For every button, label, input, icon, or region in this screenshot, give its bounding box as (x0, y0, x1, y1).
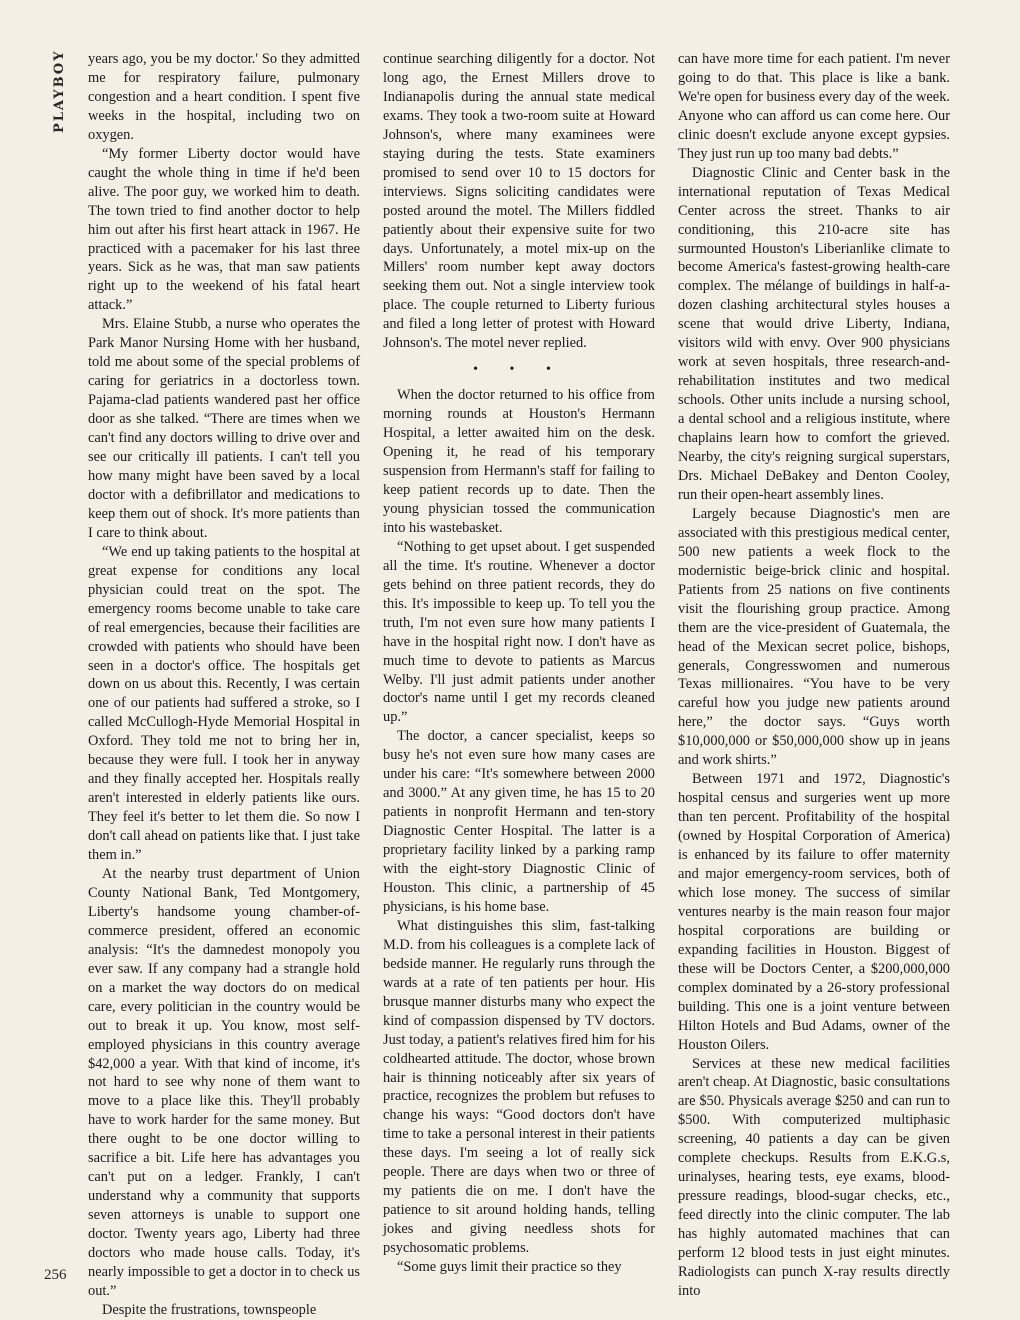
paragraph: “My former Liberty doctor would have caught the whole thing in time if he'd been alive. The poor guy, we worked him to death. The town tried to find another doctor to help him out after his first heart attack in 1967. He practiced with a pacemaker for his last three years. Sick as he was, that man saw patients right up to the weekend of his fatal heart attack.” (88, 145, 360, 314)
text-column-3 (678, 50, 950, 1301)
paragraph: “Nothing to get upset about. I get suspended all the time. It's routine. Whenever a doctor gets behind on three patient records, they do this. It's impossible to keep up. To tell you the truth, I'm not even sure how many patients I have in the hospital right now. I don't have as much time to devote to patients as Marcus Welby. I'll just admit patients under another doctor's name until I get my records cleaned up.” (383, 538, 655, 726)
text-column-1 (88, 50, 360, 1320)
paragraph: Diagnostic Clinic and Center bask in the international reputation of Texas Medical Center across the street. Thanks to air conditioning, this 210-acre site has surmounted Houston's Liberianlike climate to become America's fastest-growing health-care complex. The mélange of buildings in half-a-dozen clashing architectural styles houses a scene that would drive Liberty, Indiana, visitors wild with envy. Over 900 physicians work at seven hospitals, three research-and-rehabilitation institutes and two medical schools. Other units include a nursing school, a dental school and a religious institute, where chaplains learn how to comfort the grieved. Nearby, the city's reigning surgical superstars, Drs. Michael DeBakey and Denton Cooley, run their open-heart assembly lines. (678, 164, 950, 503)
paragraph: Largely because Diagnostic's men are associated with this prestigious medical center, 500 new patients a week flock to the modernistic beige-brick clinic and hospital. Patients from 25 nations on five continents visit the flourishing group practice. Among them are the vice-president of Guatemala, the head of the Mexican secret police, bishops, generals, Congresswomen and numerous Texas millionaires. “You have to be very careful how you judge new patients around here,” the doctor says. “Guys worth $10,000,000 or $50,000,000 show up in jeans and work shirts.” (678, 505, 950, 769)
paragraph: Between 1971 and 1972, Diagnostic's hospital census and surgeries went up more than ten percent. Profitability of the hospital (owned by Hospital Corporation of America) is enhanced by its failure to offer maternity and major emergency-room services, both of which lose money. The success of similar ventures nearby is the main reason four major hospital corporations are building or expanding facilities in Houston. Biggest of these will be Doctors Center, a $200,000,000 complex dominated by a 26-story professional building. This one is a joint venture between Hilton Hotels and Bud Adams, owner of the Houston Oilers. (678, 771, 950, 1053)
paragraph: Mrs. Elaine Stubb, a nurse who operates the Park Manor Nursing Home with her husband, told me about some of the special problems of caring for geriatrics in a doctorless town. Pajama-clad patients wandered past her office door as she talked. “There are times when we can't find any doctors willing to drive over and see our critically ill patients. I can't tell you how many might have been saved by a local doctor with a defibrillator and medications to keep them out of shock. It's more patients than I care to think about. (88, 316, 360, 541)
page-number: 256 (44, 1267, 67, 1283)
paragraph: “We end up taking patients to the hospital at great expense for conditions any local physician could treat on the spot. The emergency rooms become unable to take care of real emergencies, because their facilities are crowded with patients who should have been seen in a doctor's office. The hospitals get down on us about this. Recently, I was certain one of our patients had suffered a stroke, so I called McCullogh-Hyde Memorial Hospital in Oxford. They told me not to bring her in, because they were full. I took her in anyway and they finally accepted her. Hospitals really aren't interested in elderly patients like ours. They feel it's better to let them die. So now I don't call ahead on patients like that. I just take them in.” (88, 543, 360, 864)
paragraph: years ago, you be my doctor.' So they admitted me for respiratory failure, pulmonary congestion and a heart condition. I spent five weeks in the hospital, including two on oxygen. (88, 51, 360, 143)
paragraph: continue searching diligently for a doctor. Not long ago, the Ernest Millers drove to Indianapolis during the annual state medical exams. They took a two-room suite at Howard Johnson's, where many examinees were staying during the tests. State examiners promised to send over 10 to 15 doctors for interviews. Signs soliciting candidates were posted around the motel. The Millers fiddled patiently about their expensive suite for two days. Unfortunately, a motel mix-up on the Millers' room number kept away doctors seeking them out. Not a single interview took place. The couple returned to Liberty furious and filed a long letter of protest with Howard Johnson's. The motel never replied. (383, 51, 655, 352)
paragraph: can have more time for each patient. I'm never going to do that. This place is like a bank. We're open for business every day of the week. Anyone who can afford us can come here. Our clinic doesn't exclude anyone except gypsies. They just run up too many bad debts.” (678, 51, 950, 162)
paragraph: Despite the frustrations, townspeople (102, 1301, 317, 1318)
paragraph: “Some guys limit their practice so they (397, 1259, 622, 1276)
paragraph: When the doctor returned to his office from morning rounds at Houston's Hermann Hospital, a letter awaited him on the desk. Opening it, he read of his temporary suspension from Hermann's staff for failing to keep patient records up to date. Then the young physician tossed the communication into his wastebasket. (383, 387, 655, 536)
text-column-2 (383, 50, 655, 1277)
paragraph: The doctor, a cancer specialist, keeps so busy he's not even sure how many cases are under his care: “It's somewhere between 2000 and 3000.” At any given time, he has 15 to 20 patients in nonprofit Hermann and ten-story Diagnostic Center Hospital. The latter is a proprietary facility linked by a parking ramp with the eight-story Diagnostic Clinic of Houston. This clinic, a partnership of 45 physicians, is his home base. (383, 728, 655, 915)
paragraph: Services at these new medical facilities aren't cheap. At Diagnostic, basic consultations are $50. Physicals average $250 and can run to $500. With computerized multiphasic screening, 40 patients a day can be given complete checkups. Results from E.K.G.s, urinalyses, hearing tests, eye exams, blood-pressure readings, blood-sugar checks, etc., feed directly into the clinic computer. The lab has highly automated machines that can perform 12 blood tests in just eight minutes. Radiologists can punch X-ray results directly into (678, 1055, 950, 1299)
paragraph: At the nearby trust department of Union County National Bank, Ted Montgomery, Liberty's handsome young chamber-of-commerce president, offered an economic analysis: “It's the damnedest monopoly you ever saw. If any company had a strangle hold on a market the way doctors do on medical care, every politician in the country would be out to break it up. You know, most self-employed physicians in this country average $42,000 a year. With that kind of income, it's not hard to see why none of them want to move to a place like this. They'll probably have to work harder for the same money. But there ought to be one doctor willing to sacrifice a bit. Life here has advantages you can't put on a ledger. Frankly, I can't understand why a community that supports seven attorneys is unable to support one doctor. Twenty years ago, Liberty had three doctors who made house calls. Today, it's nearly impossible to get a doctor in to check us out.” (88, 865, 360, 1299)
paragraph: What distinguishes this slim, fast-talking M.D. from his colleagues is a complete lack of bedside manner. He regularly runs through the wards at a rate of ten patients per hour. His brusque manner disturbs many who expect the kind of compassion dispensed by TV doctors. Just today, a patient's relatives fired him for his coldhearted attitude. The doctor, whose brown hair is thinning noticeably after six years of practice, recognizes the problem but refuses to change his ways: “Good doctors don't have time to take a personal interest in their patients these days. I'm seeing a lot of really sick people. There are days when two or three of my patients die on me. I don't have the patience to sit around holding hands, telling jokes and giving needless shots for psychosomatic problems. (383, 917, 655, 1257)
section-break: • • • (473, 362, 565, 378)
masthead: PLAYBOY (52, 50, 67, 134)
